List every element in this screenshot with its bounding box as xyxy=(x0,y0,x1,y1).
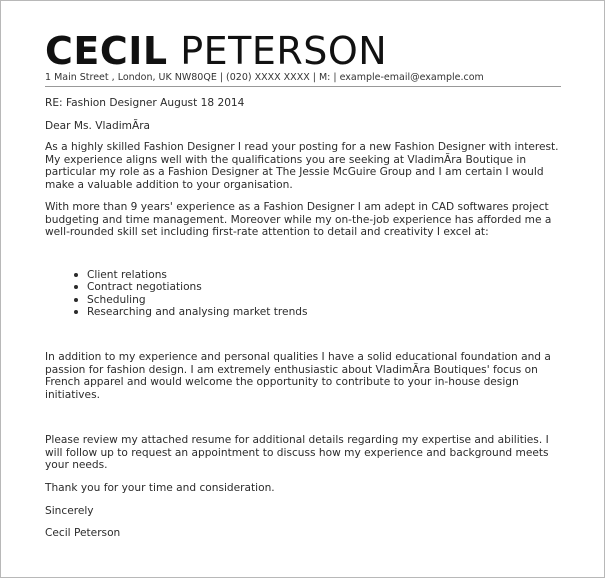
list-item: Researching and analysing market trends xyxy=(57,306,308,318)
list-item: Contract negotiations xyxy=(57,281,308,293)
signature: Cecil Peterson xyxy=(45,527,121,539)
paragraph-follow-up: Please review my attached resume for additional details regarding my expertise and abilities. I will follow up to request an appointment to discuss how my experience and background meets your needs. xyxy=(45,434,549,471)
salutation: Dear Ms. VladimÃra xyxy=(45,120,151,132)
list-item: Client relations xyxy=(57,269,308,281)
closing: Sincerely xyxy=(45,505,94,517)
last-name: PETERSON xyxy=(180,29,388,73)
paragraph-education: In addition to my experience and personal qualities I have a solid educational foundation and a passion for fashion design. I am extremely enthusiastic about VladimÃra Boutiques' focus on French apparel and would welcome the opportunity to contribute to your in-house design initiatives. xyxy=(45,351,551,401)
contact-line: 1 Main Street , London, UK NW80QE | (020) XXXX XXXX | M: | example-email@example.com xyxy=(45,72,484,83)
header-divider xyxy=(45,86,561,87)
paragraph-experience: With more than 9 years' experience as a Fashion Designer I am adept in CAD softwares project budgeting and time management. Moreover while my on-the-job experience has afforded me a well-rounded skill set including first-rate attention to detail and creativity I excel at: xyxy=(45,201,552,238)
skills-list xyxy=(57,269,308,319)
paragraph-intro: As a highly skilled Fashion Designer I read your posting for a new Fashion Designer with interest. My experience aligns well with the qualifications you are seeking at VladimÃra Boutique in particular my role as a Fashion Designer at The Jessie McGuire Group and I am certain I would make a valuable addition to your organisation. xyxy=(45,141,559,191)
applicant-name xyxy=(45,29,387,73)
list-item: Scheduling xyxy=(57,294,308,306)
subject-line: RE: Fashion Designer August 18 2014 xyxy=(45,97,245,109)
first-name: CECIL xyxy=(45,29,168,73)
thanks-line: Thank you for your time and consideration. xyxy=(45,482,275,494)
